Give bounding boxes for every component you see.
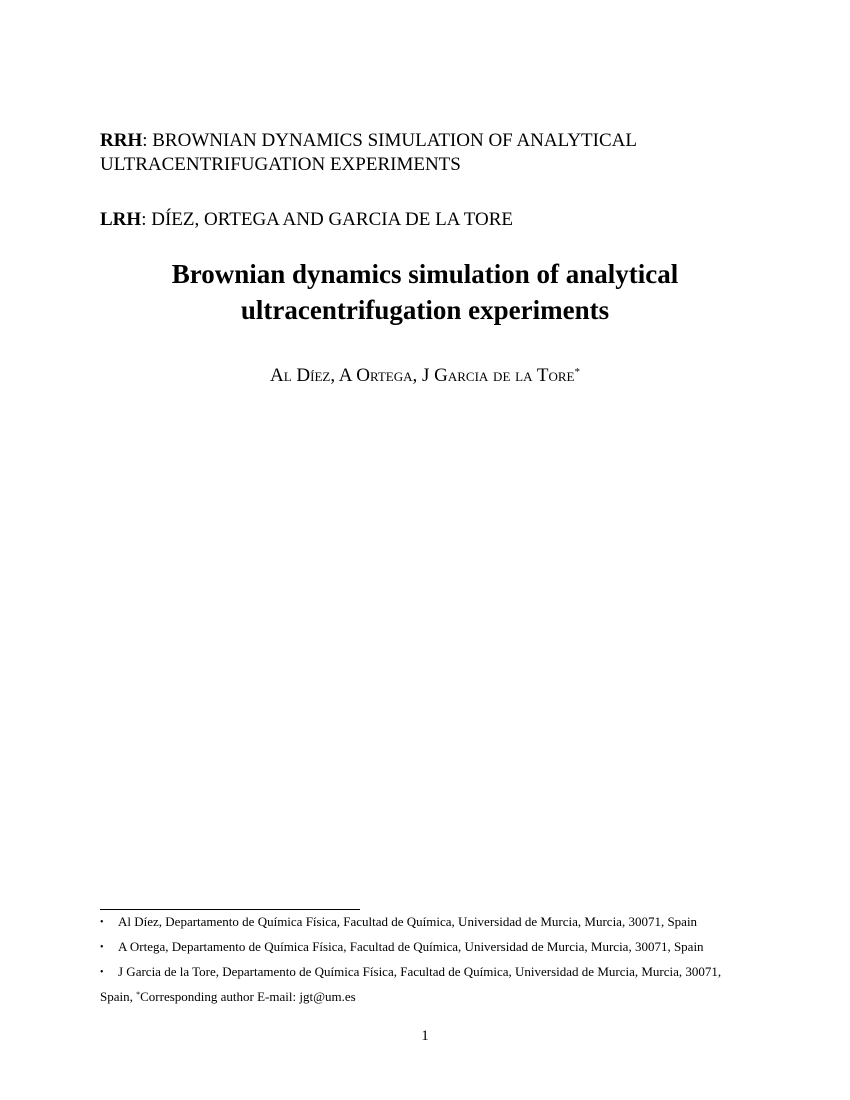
rrh-label: RRH xyxy=(100,130,143,151)
footnote-text: J Garcia de la Tore, Departamento de Química Física, Facultad de Química, Universidad de Murcia, Murcia, 30071, Spain, xyxy=(100,964,722,1004)
lrh-label: LRH xyxy=(100,209,142,230)
bullet-icon: • xyxy=(100,967,104,978)
left-running-head xyxy=(100,208,513,232)
bullet-icon: • xyxy=(100,917,104,928)
right-running-head xyxy=(100,129,740,177)
rrh-text: : BROWNIAN DYNAMICS SIMULATION OF ANALYTICAL ULTRACENTRIFUGATION EXPERIMENTS xyxy=(100,130,637,175)
title-line-2: ultracentrifugation experiments xyxy=(240,295,610,325)
title-line-1: Brownian dynamics simulation of analytical xyxy=(171,259,679,289)
paper-title xyxy=(0,256,850,328)
footnote-text: A Ortega, Departamento de Química Física, Facultad de Química, Universidad de Murcia, Murcia, 30071, Spain xyxy=(118,939,704,954)
corresponding-author-mark: * xyxy=(574,366,580,378)
author-list xyxy=(0,364,850,388)
corresponding-email-text: Corresponding author E-mail: jgt@um.es xyxy=(140,989,356,1004)
footnote-item xyxy=(100,960,750,1009)
footnote-item xyxy=(100,935,750,960)
bullet-icon: • xyxy=(100,942,104,953)
footnote-item xyxy=(100,910,750,935)
page-number: 1 xyxy=(421,1028,429,1044)
footnotes xyxy=(100,910,750,1009)
authors-text: Al Díez, A Ortega, J Garcia de la Tore xyxy=(270,365,575,386)
footnote-text: Al Díez, Departamento de Química Física, Facultad de Química, Universidad de Murcia, Murcia, 30071, Spain xyxy=(118,914,698,929)
corresponding-mark: * xyxy=(136,990,141,999)
lrh-text: : DÍEZ, ORTEGA AND GARCIA DE LA TORE xyxy=(141,209,514,230)
